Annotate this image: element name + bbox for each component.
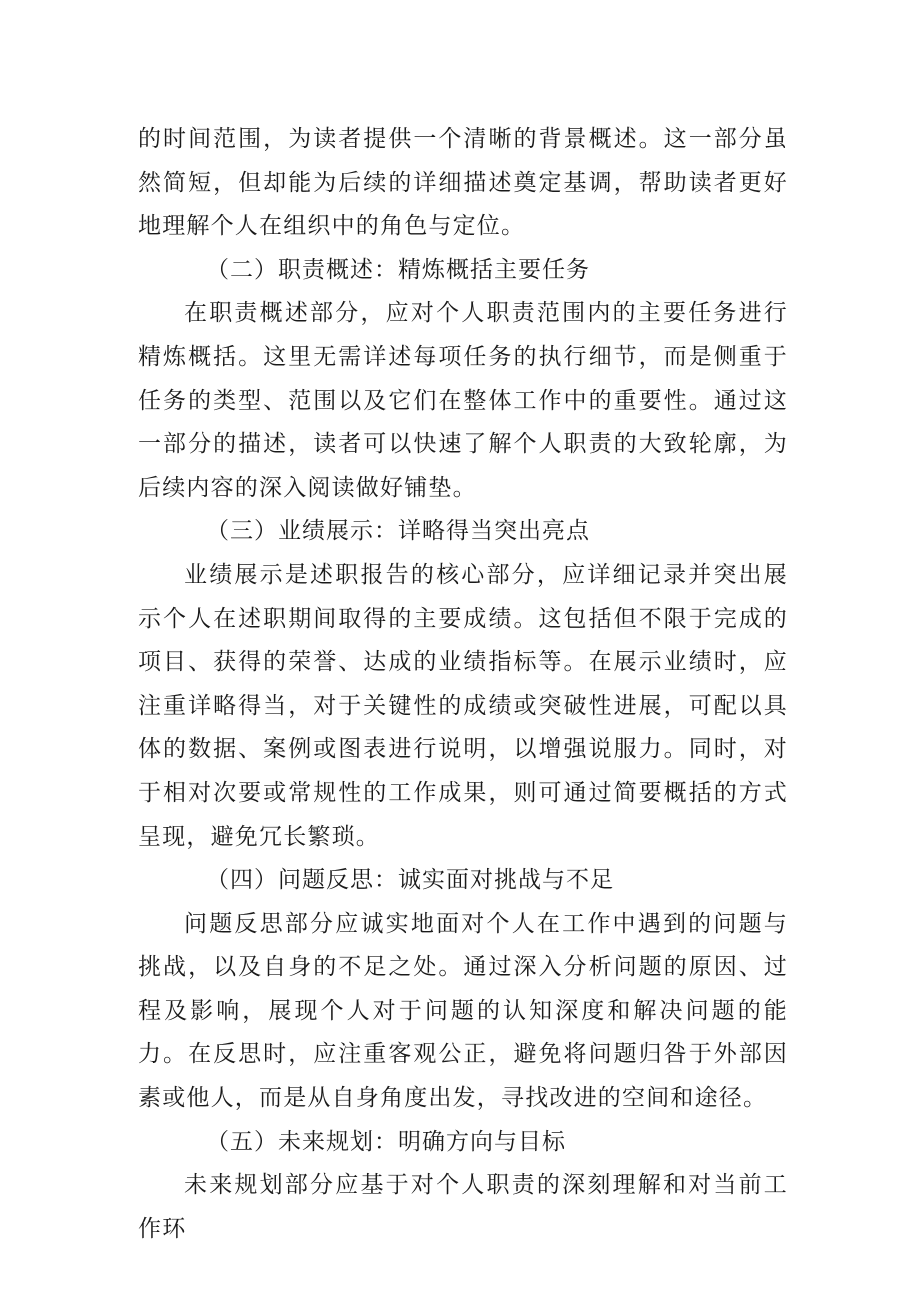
section-heading-5: （五）未来规划：明确方向与目标 — [206, 1128, 566, 1155]
paragraph-future-plan: 未来规划部分应基于对个人职责的深刻理解和对当前工作环 — [138, 1172, 788, 1242]
document-page — [138, 118, 788, 1251]
section-heading-3: （三）业绩展示：详略得当突出亮点 — [206, 518, 590, 545]
paragraph-intro-continued: 的时间范围，为读者提供一个清晰的背景概述。这一部分虽然简短，但却能为后续的详细描述奠定基调，帮助读者更好地理解个人在组织中的角色与定位。 — [138, 126, 788, 240]
paragraph-duties: 在职责概述部分，应对个人职责范围内的主要任务进行精炼概括。这里无需详述每项任务的执行细节，而是侧重于任务的类型、范围以及它们在整体工作中的重要性。通过这一部分的描述，读者可以快速了解个人职责的大致轮廓，为后续内容的深入阅读做好铺垫。 — [138, 300, 788, 501]
paragraph-reflection: 问题反思部分应诚实地面对个人在工作中遇到的问题与挑战，以及自身的不足之处。通过深入分析问题的原因、过程及影响，展现个人对于问题的认知深度和解决问题的能力。在反思时，应注重客观公正，避免将问题归咎于外部因素或他人，而是从自身角度出发，寻找改进的空间和途径。 — [138, 910, 788, 1112]
paragraph-achievements: 业绩展示是述职报告的核心部分，应详细记录并突出展示个人在述职期间取得的主要成绩。这包括但不限于完成的项目、获得的荣誉、达成的业绩指标等。在展示业绩时，应注重详略得当，对于关键性的成绩或突破性进展，可配以具体的数据、案例或图表进行说明，以增强说服力。同时，对于相对次要或常规性的工作成果，则可通过简要概括的方式呈现，避免冗长繁琐。 — [138, 561, 788, 850]
section-heading-4: （四）问题反思：诚实面对挑战与不足 — [206, 867, 614, 894]
section-heading-2: （二）职责概述：精炼概括主要任务 — [206, 256, 590, 283]
